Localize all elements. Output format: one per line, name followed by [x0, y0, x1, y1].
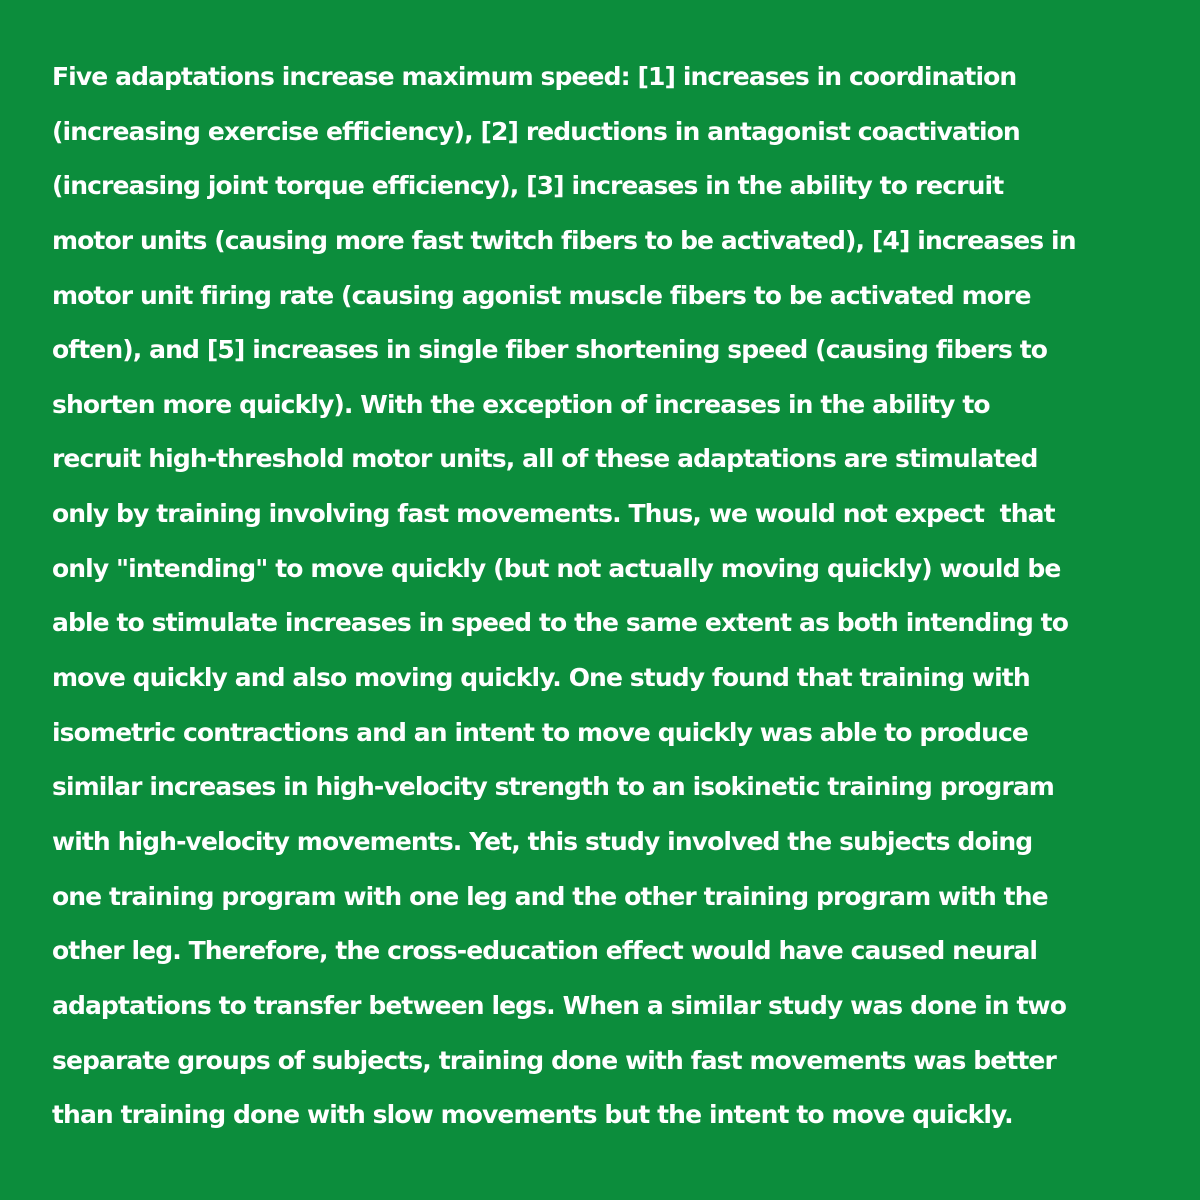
paragraph-line: other leg. Therefore, the cross-education effect would have caused neural — [52, 936, 1038, 966]
paragraph-line: than training done with slow movements but the intent to move quickly. — [52, 1100, 1013, 1130]
paragraph-line: able to stimulate increases in speed to the same extent as both intending to — [52, 608, 1069, 638]
paragraph-line: recruit high-threshold motor units, all of these adaptations are stimulated — [52, 444, 1038, 474]
paragraph-line: motor unit firing rate (causing agonist muscle fibers to be activated more — [52, 280, 1031, 310]
paragraph-line: one training program with one leg and the other training program with the — [52, 881, 1048, 911]
paragraph-line: isometric contractions and an intent to move quickly was able to produce — [52, 717, 1028, 747]
paragraph-line: Five adaptations increase maximum speed: [1] increases in coordination — [52, 62, 1017, 91]
paragraph-line: (increasing joint torque efficiency), [3] increases in the ability to recruit — [52, 171, 1004, 201]
paragraph-line: (increasing exercise efficiency), [2] reductions in antagonist coactivation — [52, 116, 1020, 146]
paragraph-line: only "intending" to move quickly (but not actually moving quickly) would be — [52, 553, 1061, 583]
paragraph-line: with high-velocity movements. Yet, this study involved the subjects doing — [52, 826, 1033, 856]
paragraph-line: motor units (causing more fast twitch fibers to be activated), [4] increases in — [52, 225, 1076, 255]
paragraph-line: only by training involving fast movements. Thus, we would not expect that — [52, 499, 1055, 529]
paragraph-line: similar increases in high-velocity strength to an isokinetic training program — [52, 772, 1054, 802]
paragraph-line: often), and [5] increases in single fiber shortening speed (causing fibers to — [52, 335, 1048, 365]
paragraph-line: separate groups of subjects, training done with fast movements was better — [52, 1045, 1056, 1075]
paragraph-line: move quickly and also moving quickly. One study found that training with — [52, 663, 1030, 693]
paragraph — [52, 46, 1076, 1139]
paragraph-line: adaptations to transfer between legs. When a similar study was done in two — [52, 990, 1067, 1020]
paragraph-line: shorten more quickly). With the exception of increases in the ability to — [52, 389, 990, 419]
